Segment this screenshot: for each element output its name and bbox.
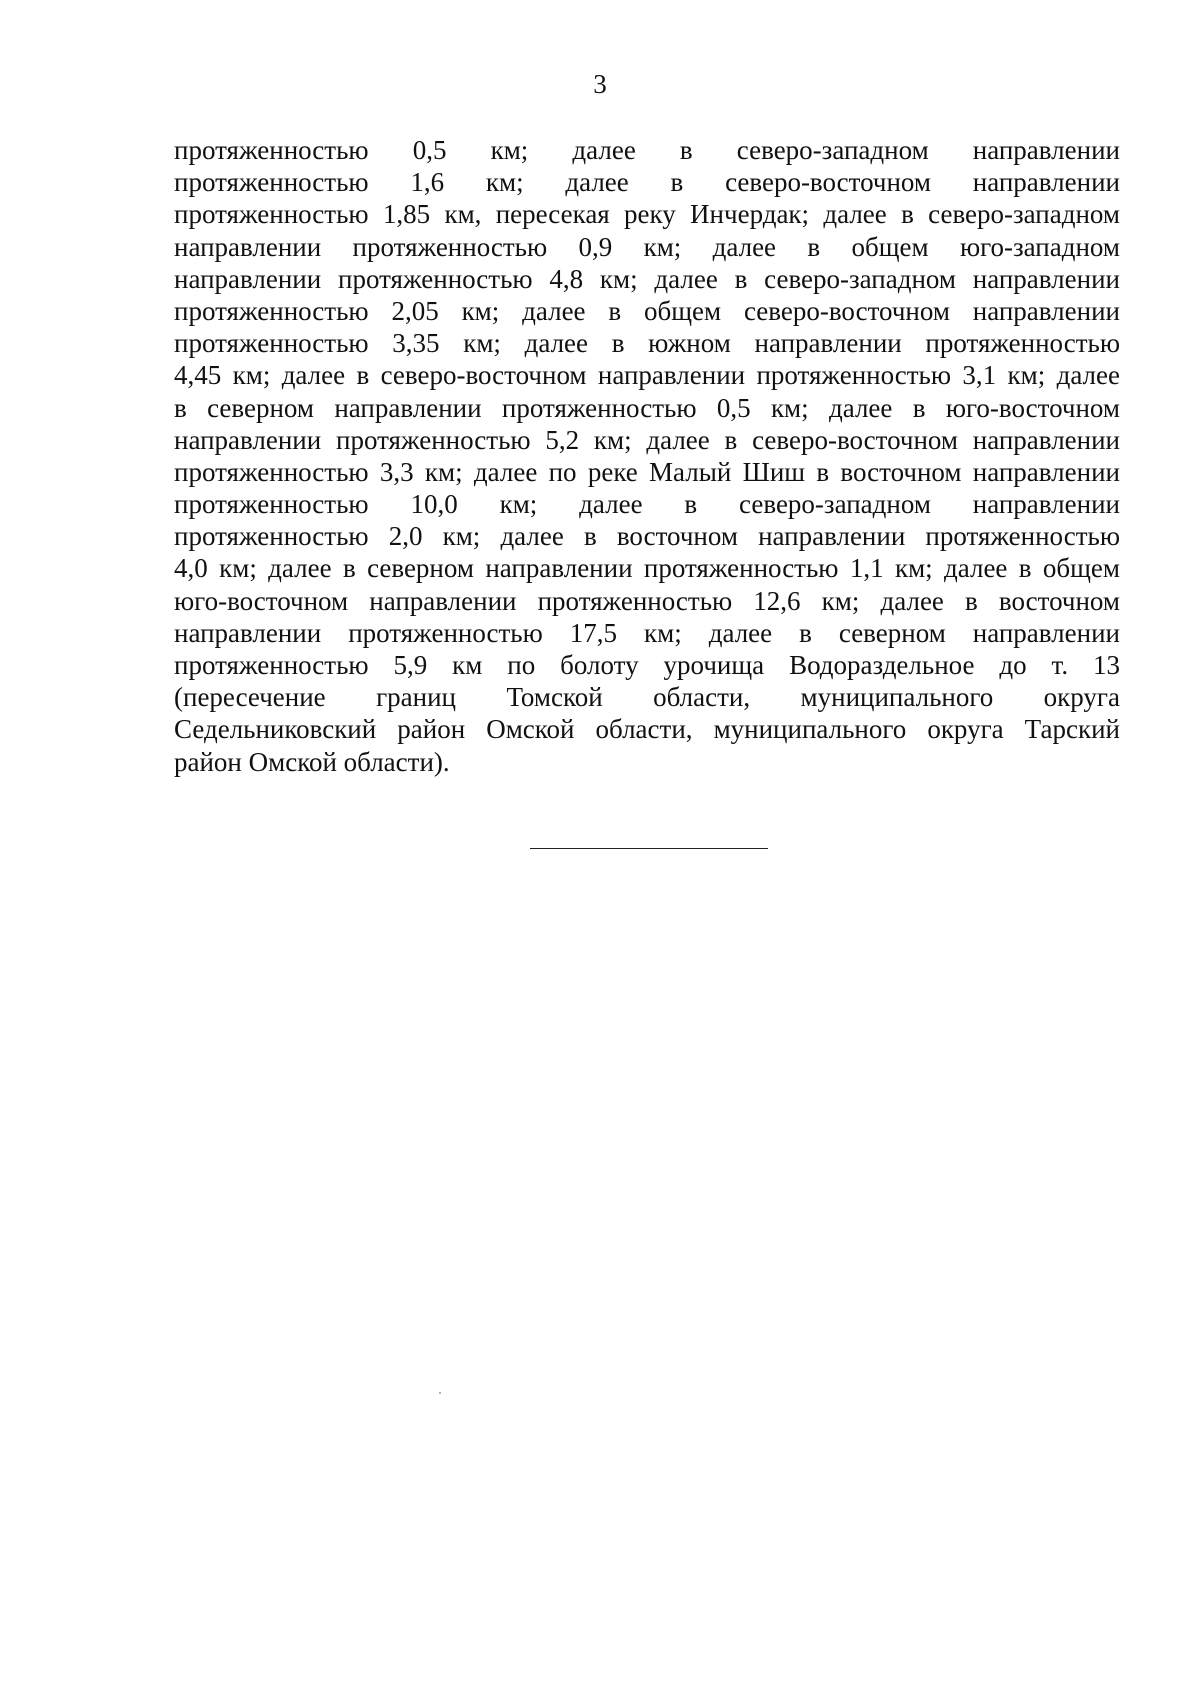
text-line: протяженностью 3,35 км; далее в южном направлении протяженностью [174, 328, 1120, 359]
text-line: в северном направлении протяженностью 0,5 км; далее в юго-восточном [174, 392, 1120, 423]
text-line: протяженностью 3,3 км; далее по реке Малый Шиш в восточном направлении [174, 456, 1120, 487]
text-line: протяженностью 2,05 км; далее в общем северо-восточном направлении [174, 295, 1120, 326]
body-text [174, 134, 1120, 778]
text-line: 4,0 км; далее в северном направлении протяженностью 1,1 км; далее в общем [174, 553, 1120, 584]
text-line: юго-восточном направлении протяженностью 12,6 км; далее в восточном [174, 585, 1120, 616]
text-line: протяженностью 10,0 км; далее в северо-западном направлении [174, 489, 1120, 520]
text-line: протяженностью 0,5 км; далее в северо-западном направлении [174, 135, 1120, 165]
text-line: протяженностью 2,0 км; далее в восточном направлении протяженностью [174, 521, 1120, 552]
text-line: район Омской области). [174, 746, 450, 777]
end-separator-line [530, 848, 768, 849]
text-line: направлении протяженностью 5,2 км; далее в северо-восточном направлении [174, 424, 1120, 455]
text-line: (пересечение границ Томской области, муниципального округа [174, 682, 1120, 713]
text-line: Седельниковский район Омской области, муниципального округа Тарский [174, 714, 1120, 745]
text-line: 4,45 км; далее в северо-восточном направлении протяженностью 3,1 км; далее [174, 360, 1120, 391]
page-number: 3 [593, 69, 607, 99]
text-line: направлении протяженностью 0,9 км; далее в общем юго-западном [174, 231, 1120, 262]
text-line: направлении протяженностью 4,8 км; далее в северо-западном направлении [174, 263, 1120, 294]
text-line: протяженностью 5,9 км по болоту урочища Водораздельное до т. 13 [174, 650, 1120, 680]
text-line: протяженностью 1,85 км, пересекая реку Инчердак; далее в северо-западном [174, 199, 1120, 230]
text-line: направлении протяженностью 17,5 км; далее в северном направлении [174, 617, 1120, 648]
text-line: протяженностью 1,6 км; далее в северо-восточном направлении [174, 167, 1120, 198]
scan-speck [439, 1392, 441, 1394]
